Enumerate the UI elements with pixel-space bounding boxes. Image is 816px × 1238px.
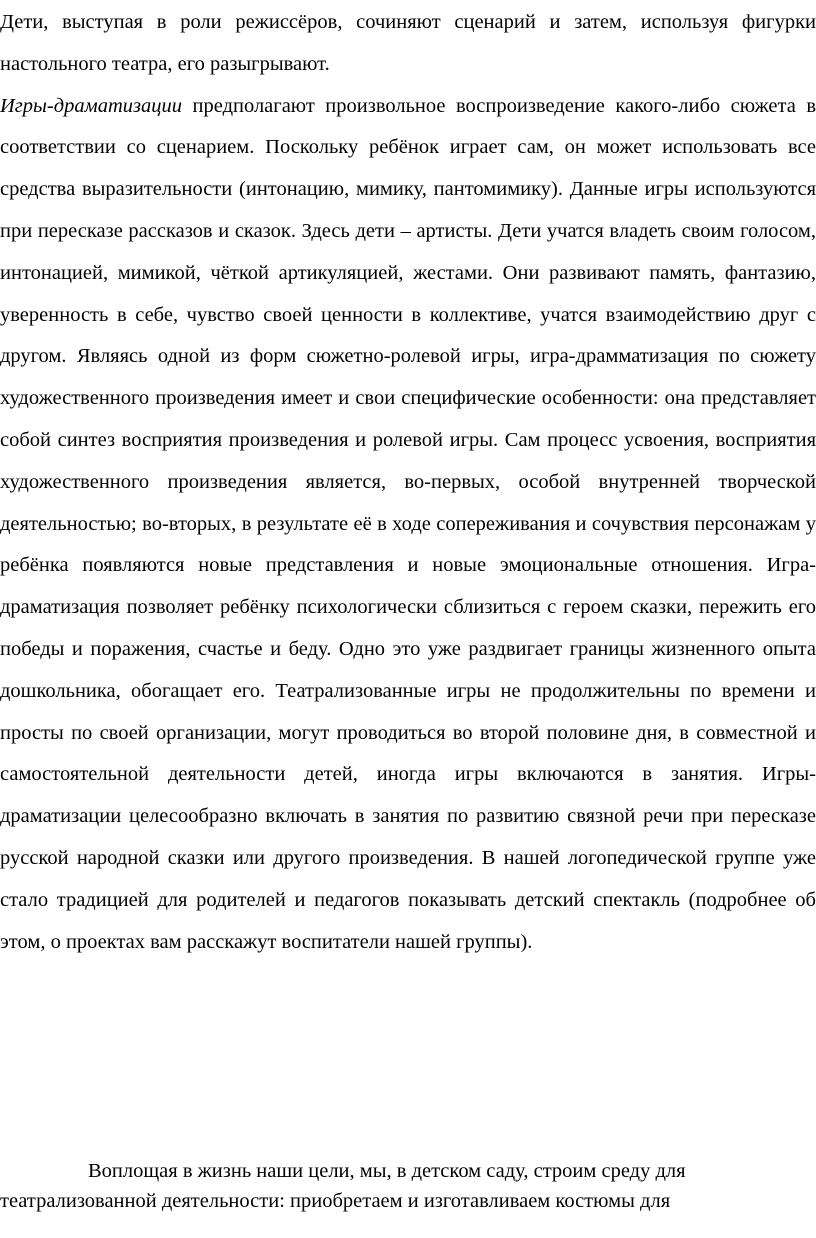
main-text-block bbox=[0, 2, 816, 963]
term-dramatization-games: Игры-драматизации bbox=[0, 94, 183, 117]
paragraph-1: Дети, выступая в роли режиссёров, сочиняют сценарий и затем, используя фигурки настольного театра, его разыгрывают. bbox=[0, 11, 816, 75]
paragraph-2-body: предполагают произвольное воспроизведение какого-либо сюжета в соответствии со сценарием. Поскольку ребёнок играет сам, он может использовать все средства выразительности (интонацию, мимику, пантомимику). Данные игры используются при пересказе рассказов и сказок. Здесь дети – артисты. Дети учатся владеть своим голосом, интонацией, мимикой, чёткой артикуляцией, жестами. Они развивают память, фантазию, уверенность в себе, чувство своей ценности в коллективе, учатся взаимодействию друг с другом. Являясь одной из форм сюжетно-ролевой игры, игра-драмматизация по сюжету художественного произведения имеет и свои специфические особенности: она представляет собой синтез восприятия произведения и ролевой игры. Сам процесс усвоения, восприятия художественного произведения является, во-первых, особой внутренней творческой деятельностью; во-вторых, в результате её в ходе сопереживания и сочувствия персонажам у ребёнка появляются новые представления и новые эмоциональные отношения. Игра-драматизация позволяет ребёнку психологически сблизиться с героем сказки, пережить его победы и поражения, счастье и беду. Одно это уже раздвигает границы жизненного опыта дошкольника, обогащает его. Театрализованные игры не продолжительны по времени и просты по своей организации, могут проводиться во второй половине дня, в совместной и самостоятельной деятельности детей, иногда игры включаются в занятия. Игры-драматизации целесообразно включать в занятия по развитию связной речи при пересказе русской народной сказки или другого произведения. В нашей логопедической группе уже стало традицией для родителей и педагогов показывать детский спектакль (подробнее об этом, о проектах вам расскажут воспитатели нашей группы). bbox=[0, 94, 816, 953]
paragraph-3: Воплощая в жизнь наши цели, мы, в детском саду, строим среду для театрализованной деятельности: приобретаем и изготавливаем костюмы для bbox=[0, 1160, 686, 1212]
paragraph-3-block bbox=[0, 1156, 816, 1216]
